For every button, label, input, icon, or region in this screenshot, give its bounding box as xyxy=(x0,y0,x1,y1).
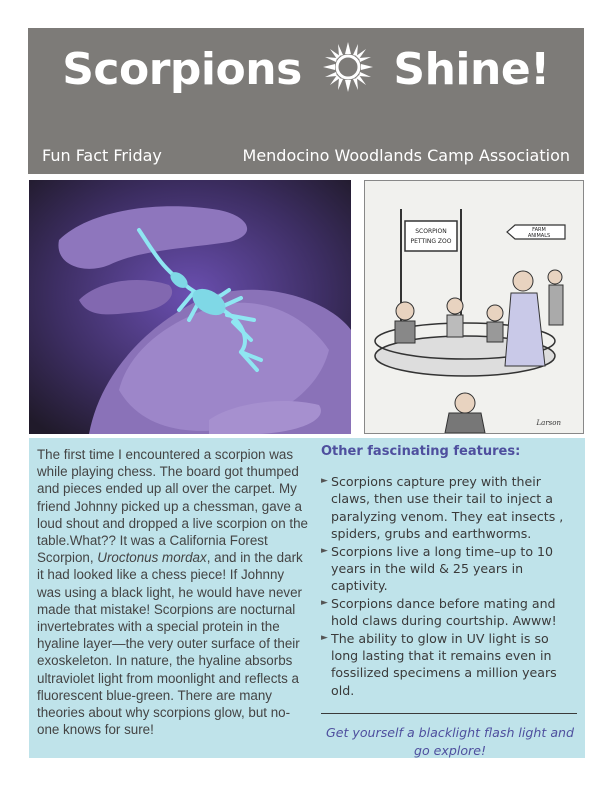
subtitle-fun-fact-friday: Fun Fact Friday xyxy=(42,146,162,165)
species-name: Uroctonus mordax xyxy=(97,550,207,566)
feature-item: ► Scorpions live a long time–up to 10 years in the wild & 25 years in captivity. xyxy=(321,543,554,594)
features-column xyxy=(321,444,579,760)
subtitle-association: Mendocino Woodlands Camp Association xyxy=(242,146,570,165)
bullet-triangle-icon: ► xyxy=(321,476,328,486)
cartoon-petting-zoo xyxy=(364,180,584,434)
story-text-part-2: , and in the dark it had looked like a chess piece! If Johnny was using a black light, he would have never made that mistake! Scorpions are nocturnal invertebrates with a special protein in the hyaline layer—the very outer surface of their exoskeleton. In nature, the hyaline absorbs ultraviolet light from moonlight and reflects a fluorescent blue-green. There are many theories about why scorpions glow, but no-one knows for sure! xyxy=(37,550,303,738)
feature-item: ► Scorpions dance before mating and hold claws during courtship. Awww! xyxy=(321,595,557,629)
feature-item: ► Scorpions capture prey with their claws, then use their tail to inject a paralyzing venom. They eat insects , spiders, grubs and earthworms. xyxy=(321,474,564,542)
sun-icon xyxy=(321,40,375,94)
feature-item: ► The ability to glow in UV light is so long lasting that it remains even in fossilized specimens a million years old. xyxy=(321,630,557,698)
bullet-triangle-icon: ► xyxy=(321,545,328,556)
body-content-box xyxy=(29,438,585,758)
title-word-shine: Shine! xyxy=(393,44,550,95)
call-to-action: Get yourself a blacklight flash light and go explore! xyxy=(325,725,575,759)
scorpion-photo xyxy=(29,180,351,434)
svg-text:Larson: Larson xyxy=(536,419,561,427)
story-paragraph xyxy=(37,446,309,738)
features-heading: Other fascinating features: xyxy=(321,444,521,459)
svg-text:SCORPION: SCORPION xyxy=(415,228,447,235)
svg-text:ANIMALS: ANIMALS xyxy=(527,233,551,239)
header-banner xyxy=(28,28,584,174)
bullet-triangle-icon: ► xyxy=(321,632,328,643)
page-title xyxy=(28,40,584,95)
svg-text:FARM: FARM xyxy=(532,227,546,233)
svg-text:PETTING ZOO: PETTING ZOO xyxy=(410,238,452,245)
divider xyxy=(321,713,577,714)
bullet-triangle-icon: ► xyxy=(321,597,328,608)
title-word-scorpions: Scorpions xyxy=(62,44,302,95)
story-text-part-1: The first time I encountered a scorpion was while playing chess. The board got thumped and pieces ended up all over the carpet. My friend Johnny picked up a chessman, gave a loud shout and dropped a live scorpion on the table.What?? It was a California Forest Scorpion, xyxy=(37,447,308,566)
